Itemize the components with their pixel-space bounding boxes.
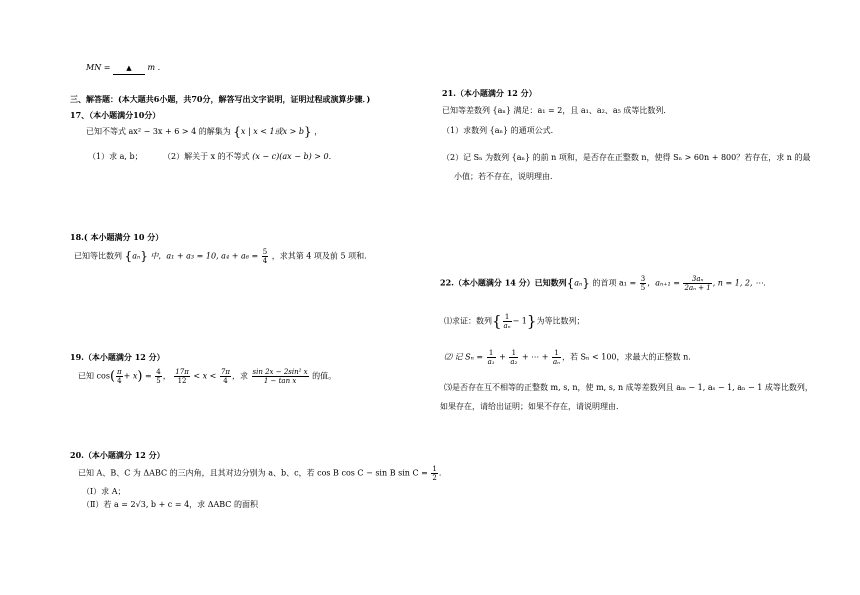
q17-part2-text: （2）解关于 x 的不等式 <box>163 152 250 161</box>
q22-stem-d: , n = 1, 2, ⋯． <box>712 278 772 288</box>
q20-h-num: 1 <box>432 465 437 473</box>
q22-part1-minus: − 1 <box>512 316 527 326</box>
q19-title: 19.（本小题满分 12 分） <box>70 352 165 362</box>
q19-r1 <box>174 368 190 385</box>
q22-recurrence <box>683 275 711 292</box>
q17-part1: （1）求 a, b； <box>88 152 143 161</box>
q20-part1: （Ⅰ）求 A； <box>82 487 126 496</box>
q21-part2: （2）记 Sₙ 为数列 {aₙ} 的前 n 项和，是否存在正整数 n，使得 Sₙ > 60n + 800？若存在，求 n 的最 <box>442 153 811 162</box>
q18-stem: 已知等比数列 {aₙ} 中，a₁ + a₃ = 10, a₄ + a₆ = $\frac{5}{4}$ ，求其第 4 项及前 5 项和． <box>74 248 373 265</box>
mn-answer-line <box>86 62 160 75</box>
q22-part1-a: ⑴求证：数列 <box>444 316 492 326</box>
q22-part1: ⑴求证：数列{ $\frac{1}{\text{aₙ}}$ − 1}为等比数列； <box>444 312 585 330</box>
q19-r2-num: 7π <box>220 368 230 376</box>
q17-part2 <box>163 151 337 162</box>
q19-v-num: 4 <box>156 368 161 376</box>
q18-stem-c: ，求其第 4 项及前 5 项和． <box>271 251 373 261</box>
q22-stem-b: 的首项 a₁ = <box>592 278 637 288</box>
q20-stem <box>78 465 447 482</box>
q22-s2-num: 1 <box>509 349 518 358</box>
q22-rec-den: 2aₙ + 1 <box>684 284 711 292</box>
q22-part1-den: aₙ <box>503 322 511 330</box>
q17-stem: 已知不等式 ax² − 3x + 6 > 4 的解集为 {x | x < 1或x > b} ， <box>86 124 323 139</box>
q22-a1-num: 3 <box>640 275 646 283</box>
q19-r1-num: 17π <box>175 368 189 376</box>
q19-pi4 <box>116 368 123 385</box>
q22-part2 <box>444 349 696 366</box>
q20-stem-end: ． <box>438 468 447 478</box>
q19-r2 <box>220 368 231 385</box>
q19-r2-den: 4 <box>223 377 228 385</box>
q18-title: 18.( 本小题满分 10 分） <box>70 232 164 242</box>
q19-eq: = <box>145 371 152 381</box>
q22-s-term2 <box>509 349 518 366</box>
triangle-marker-icon: ▲ <box>126 64 132 72</box>
q19-end: 的值。 <box>312 371 337 381</box>
q22-part3-cont: 如果存在，请给出证明；如果不存在，请说明理由． <box>440 402 624 411</box>
q17-set: x | x < 1或x > b <box>240 127 305 136</box>
q21-title: 21.（本小题满分 12 分） <box>442 88 537 98</box>
q20-half <box>431 465 437 482</box>
q18-fraction <box>262 248 268 265</box>
q18-stem-b: 中，a₁ + a₃ = 10, a₄ + a₆ = <box>150 251 259 261</box>
q22-part3: ⑶是否存在互不相等的正整数 m, s, n，使 m, s, n 成等差数列且 aₘ − 1, aₛ − 1, aₙ − 1 成等比数列， <box>444 383 813 392</box>
q20-part2: （Ⅱ）若 a = 2√3, b + c = 4，求 ΔABC 的面积 <box>82 500 258 509</box>
q20-stem-text: 已知 A、B、C 为 ΔABC 的三内角，且其对边分别为 a、b、c，若 cos B cos C − sin B sin C = <box>78 468 428 478</box>
q19-expr <box>252 368 309 385</box>
q21-part2-cont: 小值；若不存在，说明理由． <box>454 172 558 181</box>
q19-four: 4 <box>117 377 122 385</box>
q19-plus-x: + x <box>123 371 138 381</box>
q22-sn-num: 1 <box>552 349 561 358</box>
q22-a1-den: 5 <box>640 284 646 292</box>
q22-part1-b: 为等比数列； <box>536 316 585 326</box>
q19-r1-den: 12 <box>177 377 187 385</box>
q17-part2-end: ． <box>328 152 337 161</box>
q22-title: 22.（本小题满分 14 分）已知数列 <box>440 277 567 288</box>
mn-prefix: MN = <box>86 63 111 72</box>
q21-stem: 已知等差数列 {aₙ} 满足：a₁ = 2，且 a₁、a₂、a₅ 成等比数列． <box>442 106 672 115</box>
q19-pi: π <box>117 368 122 376</box>
q20-h-den: 2 <box>432 474 437 482</box>
q19-p1: 已知 cos <box>78 371 110 381</box>
q17-stem-text: 已知不等式 ax² − 3x + 6 > 4 的解集为 <box>86 127 231 136</box>
q22-rec-num: 3aₙ <box>683 275 711 284</box>
q19-c1: ， <box>162 371 171 381</box>
q19-e-den: 1 − tan x <box>263 377 297 385</box>
q18-stem-a: 已知等比数列 <box>74 251 122 261</box>
q19-c2: ，求 <box>231 371 248 381</box>
q22-seq: aₙ <box>574 278 583 288</box>
q22-part2-b: ，若 Sₙ < 100，求最大的正整数 n． <box>561 352 697 362</box>
q22-s2-den: a₂ <box>510 358 518 366</box>
q22-s-term1 <box>487 349 496 366</box>
mn-suffix: m . <box>147 63 161 72</box>
q19-lt: < x < <box>193 371 217 381</box>
q18-frac-num: 5 <box>262 248 268 256</box>
q21-part1: （1）求数列 {aₙ} 的通项公式． <box>442 126 559 135</box>
q20-title: 20.（本小题满分 12 分） <box>70 450 165 460</box>
q17-title: 17、（本小题满分10分） <box>70 110 161 120</box>
q17-stem-end: ， <box>314 127 323 136</box>
q19-v-den: 5 <box>156 377 161 385</box>
q22-sn-den: aₙ <box>552 358 560 366</box>
q22-part1-frac <box>503 313 512 330</box>
q22-part1-num: 1 <box>503 313 512 322</box>
q22-a1 <box>640 275 646 292</box>
q22-stem-c: ，aₙ₊₁ = <box>647 278 680 288</box>
q22-s1-num: 1 <box>487 349 496 358</box>
section-heading: 三、解答题：(本大题共6小题，共70分，解答写出文字说明，证明过程或演算步骤．) <box>70 94 371 104</box>
answer-blank <box>113 63 145 75</box>
q22-s1-den: a₁ <box>487 358 495 366</box>
q17-part2-expr: (x − c)(ax − b) > 0 <box>252 152 329 161</box>
q22-stem: 22.（本小题满分 14 分）已知数列{aₙ} 的首项 a₁ = $\frac{3}{5}$ ，aₙ₊₁ = $\frac{\text{3aₙ}}{\text{2aₙ + 1}}$ , n = 1, 2, ⋯． <box>440 275 772 292</box>
q18-frac-den: 4 <box>262 257 268 265</box>
q19-stem: 已知 cos( $\frac{\pi}{4}$ + x) = $\frac{4}{5}$ ， $\frac{17\pi}{12}$ < x < $\frac{7\pi}{4}$ ，求 $\frac{\text{sin 2x − 2sin² x}}{\text{1 − tan x}}$ 的值。 <box>78 368 337 385</box>
q18-seq: aₙ <box>132 251 141 261</box>
q19-e-num: sin 2x − 2sin² x <box>252 368 308 376</box>
q22-plus: + <box>499 352 506 362</box>
q22-part2-a: ⑵ 记 Sₙ = <box>444 352 484 362</box>
q22-dots: + ⋯ + <box>521 352 549 362</box>
q19-value <box>155 368 161 385</box>
q22-s-termn <box>552 349 561 366</box>
